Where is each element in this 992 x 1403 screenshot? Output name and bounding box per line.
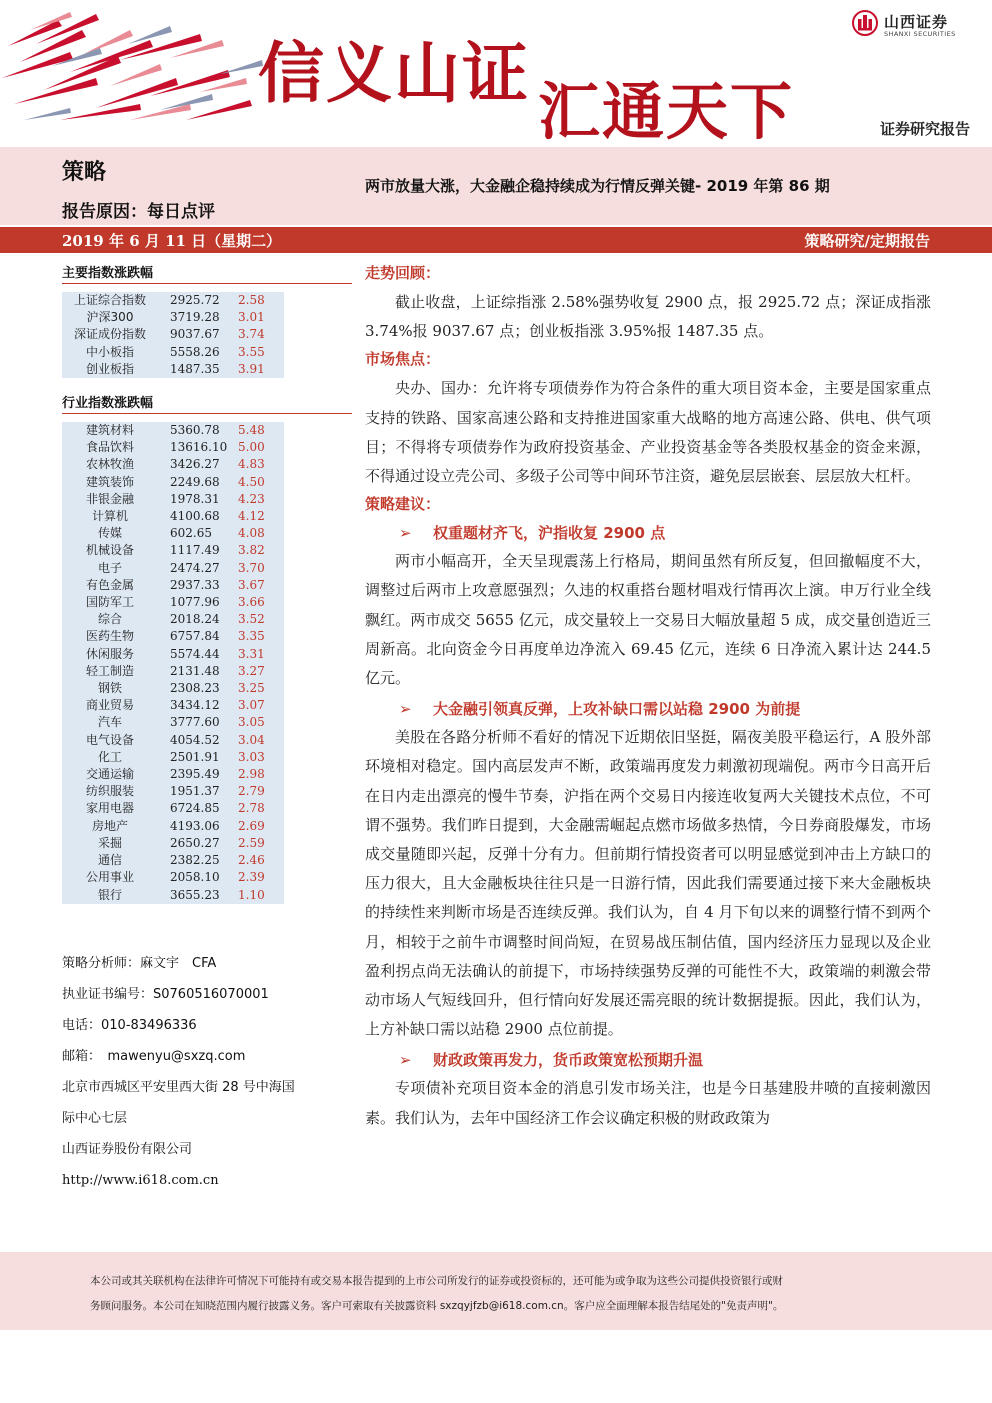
phone: 电话：010-83496336 — [62, 1017, 197, 1033]
point1-heading — [365, 519, 931, 547]
index-value: 2474.27 — [170, 560, 220, 575]
index-change: 2.78 — [238, 801, 265, 816]
table-row — [62, 628, 284, 645]
table-row — [62, 852, 284, 869]
table-row — [62, 542, 284, 559]
index-change: 3.25 — [238, 681, 265, 696]
address-line2: 际中心七层 — [62, 1110, 128, 1126]
document-type: 证券研究报告 — [879, 120, 970, 138]
index-change: 3.74 — [238, 327, 265, 342]
index-name: 计算机 — [91, 509, 128, 524]
index-name: 电子 — [97, 560, 122, 575]
table-row — [62, 560, 284, 577]
index-change: 2.58 — [238, 293, 265, 307]
index-name: 采掘 — [97, 835, 122, 850]
index-change: 3.82 — [238, 543, 265, 558]
table-row — [62, 835, 284, 852]
table-row — [62, 361, 284, 378]
index-name: 化工 — [97, 749, 122, 764]
analyst-contact — [62, 948, 352, 1196]
index-change: 4.83 — [238, 457, 265, 472]
index-change: 3.04 — [238, 732, 265, 747]
review-paragraph: 截止收盘，上证综指涨 2.58%强势收复 2900 点，报 2925.72 点；深证成指涨 3.74%报 9037.67 点；创业板指涨 3.95%报 1487.35 点。 — [365, 293, 931, 341]
index-value: 4193.06 — [170, 818, 220, 833]
index-change: 2.79 — [238, 784, 265, 799]
report-headline: 两市放量大涨，大金融企稳持续成为行情反弹关键- 2019 年第 86 期 — [365, 177, 830, 195]
index-change: 2.59 — [238, 835, 265, 850]
report-date: 2019 年 6 月 11 日（星期二） — [62, 232, 282, 250]
index-name: 综合 — [97, 612, 122, 627]
index-name: 创业板指 — [85, 361, 134, 376]
index-value: 2650.27 — [170, 835, 220, 850]
index-change: 2.46 — [238, 853, 265, 868]
company-logo — [852, 10, 982, 40]
point2-paragraph: 美股在各路分析师不看好的情况下近期依旧坚挺，隔夜美股平稳运行，A 股外部环境相对稳定。国内高层发声不断，政策端再度发力刺激初现端倪。两市今日高开后在日内走出漂亮的慢牛节奏，沪指在两个交易日内接连收复两大关键技术点位，不可谓不强势。我们昨日提到，大金融需崛起点燃市场做多热情，今日券商股爆发，市场成交量随即兴起，反弹十分有力。但前期行情投资者可以明显感觉到冲击上方缺口的压力很大，且大金融板块往往只是一日游行情，因此我们需要通过接下来大金融板块的持续性来判断市场是否连续反弹。我们认为，自 4 月下旬以来的调整行情不到两个月，相较于之前牛市调整时间尚短，在贸易战压制估值，国内经济压力显现以及企业盈利拐点尚无法确认的前提下，市场持续强势反弹的可能性不大，政策端的刺激会带动市场人气短线回升，但行情向好发展还需亮眼的统计数据提振。因此，我们认为，上方补缺口需以站稳 2900 点位前提。 — [365, 728, 931, 1039]
index-value: 6757.84 — [170, 629, 220, 644]
index-value: 3426.27 — [170, 457, 220, 472]
index-change: 3.31 — [238, 646, 265, 661]
index-change: 3.07 — [238, 698, 265, 713]
index-change: 3.55 — [238, 344, 265, 359]
index-value: 3434.12 — [170, 698, 220, 713]
index-change: 4.08 — [238, 526, 265, 541]
table-row — [62, 594, 284, 611]
table-row — [62, 766, 284, 783]
index-change: 2.69 — [238, 818, 265, 833]
index-value: 4054.52 — [170, 732, 220, 747]
table-row — [62, 680, 284, 697]
main-index-title: 主要指数涨跌幅 — [62, 262, 352, 284]
title-band — [0, 147, 992, 225]
index-name: 机械设备 — [85, 543, 134, 558]
logo-mark-icon — [852, 10, 878, 36]
index-value: 1487.35 — [170, 361, 220, 376]
website-link[interactable]: http://www.i618.com.cn — [62, 1172, 219, 1188]
index-value: 2018.24 — [170, 612, 220, 627]
index-name: 中小板指 — [85, 344, 134, 359]
table-row — [62, 714, 284, 731]
index-change: 4.23 — [238, 491, 265, 506]
point3-title: 财政政策再发力，货币政策宽松预期升温 — [433, 1051, 704, 1070]
index-name: 农林牧渔 — [85, 457, 134, 472]
index-name: 商业贸易 — [85, 698, 134, 713]
table-row — [62, 697, 284, 714]
table-row — [62, 508, 284, 525]
industry-index-table — [62, 422, 284, 904]
license-number: 执业证书编号：S0760516070001 — [62, 986, 269, 1002]
report-body — [365, 262, 931, 1135]
table-row — [62, 456, 284, 473]
index-change: 3.27 — [238, 663, 265, 678]
table-row — [62, 818, 284, 835]
index-change: 2.98 — [238, 767, 265, 782]
table-row — [62, 326, 284, 343]
index-change: 3.66 — [238, 595, 265, 610]
sidebar — [62, 262, 352, 1196]
index-name: 房地产 — [91, 818, 128, 833]
index-value: 602.65 — [170, 526, 212, 541]
index-change: 3.52 — [238, 612, 265, 627]
disclaimer-footer — [0, 1252, 992, 1330]
focus-paragraph: 央办、国办：允许将专项债券作为符合条件的重大项目资本金，主要是国家重点支持的铁路、国家高速公路和支持推进国家重大战略的地方高速公路、供电、供气项目；不得将专项债券作为政府投资基金、产业投资基金等各类股权基金的资金来源，不得通过设立壳公司、多级子公司等中间环节注资，避免层层嵌套、层层放大杠杆。 — [365, 379, 931, 486]
point1-paragraph: 两市小幅高开，全天呈现震荡上行格局，期间虽然有所反复，但回撤幅度不大，调整过后两市上攻意愿强烈；久违的权重搭台题材唱戏行情再次上演。申万行业全线飘红。两市成交 5655 亿元，成交量较上一交易日大幅放量超 5 成，成交量创造近三周新高。北向资金今日再度单边净流入 69.45 亿元，连续 6 日净流入累计达 244.5 亿元。 — [365, 552, 931, 688]
index-name: 汽车 — [97, 715, 122, 730]
point1-title: 权重题材齐飞，沪指收复 2900 点 — [433, 524, 666, 543]
index-name: 国防军工 — [85, 595, 134, 610]
index-value: 3719.28 — [170, 310, 220, 325]
address-line1: 北京市西城区平安里西大街 28 号中海国 — [62, 1079, 295, 1095]
index-value: 2249.68 — [170, 474, 220, 489]
index-name: 银行 — [97, 887, 122, 902]
index-name: 休闲服务 — [85, 646, 134, 661]
advice-heading: 策略建议： — [365, 495, 441, 514]
index-name: 医药生物 — [85, 629, 134, 644]
index-change: 5.00 — [238, 440, 265, 455]
index-name: 家用电器 — [85, 801, 134, 816]
index-change: 4.50 — [238, 474, 265, 489]
review-heading: 走势回顾： — [365, 264, 441, 282]
index-change: 2.39 — [238, 870, 265, 885]
index-name: 非银金融 — [85, 491, 134, 506]
index-name: 钢铁 — [97, 681, 122, 696]
table-row — [62, 422, 284, 439]
index-name: 建筑材料 — [85, 423, 134, 438]
email: 邮箱： mawenyu@sxzq.com — [62, 1048, 246, 1064]
table-row — [62, 783, 284, 800]
index-name: 沪深300 — [86, 310, 134, 325]
index-value: 6724.85 — [170, 801, 220, 816]
index-name: 公用事业 — [85, 870, 134, 885]
date-bar — [0, 227, 992, 253]
index-value: 1077.96 — [170, 595, 220, 610]
table-row — [62, 869, 284, 886]
table-row — [62, 309, 284, 326]
index-value: 2308.23 — [170, 681, 220, 696]
index-change: 5.48 — [238, 423, 265, 438]
main-index-table — [62, 292, 284, 378]
table-row — [62, 525, 284, 542]
index-change: 3.67 — [238, 577, 265, 592]
table-row — [62, 800, 284, 817]
point2-title: 大金融引领真反弹，上攻补缺口需以站稳 2900 为前提 — [433, 700, 801, 719]
index-value: 5574.44 — [170, 646, 220, 661]
table-row — [62, 292, 284, 309]
index-value: 1117.49 — [170, 543, 220, 558]
index-name: 电气设备 — [85, 732, 134, 747]
index-value: 2395.49 — [170, 767, 220, 782]
focus-heading: 市场焦点： — [365, 350, 441, 369]
index-name: 食品饮料 — [85, 440, 134, 455]
table-row — [62, 611, 284, 628]
index-value: 9037.67 — [170, 327, 220, 342]
table-row — [62, 577, 284, 594]
index-change: 1.10 — [238, 887, 265, 902]
report-banner — [0, 0, 992, 145]
slogan-part2: 汇通天下 — [538, 75, 795, 145]
index-change: 3.03 — [238, 749, 265, 764]
industry-index-title: 行业指数涨跌幅 — [62, 392, 352, 414]
table-row — [62, 732, 284, 749]
table-row — [62, 749, 284, 766]
disclaimer-line2: 务顾问服务。本公司在知晓范围内履行披露义务。客户可索取有关披露资料 sxzqyjfzb@i618.com.cn。客户应全面理解本报告结尾处的"免责声明"。 — [90, 1300, 784, 1312]
table-row — [62, 491, 284, 508]
index-name: 传媒 — [97, 526, 122, 541]
index-name: 轻工制造 — [85, 663, 134, 678]
disclaimer-line1: 本公司或其关联机构在法律许可情况下可能持有或交易本报告提到的上市公司所发行的证券或投资标的，还可能为或争取为这些公司提供投资银行或财 — [90, 1275, 783, 1287]
slogan-part1: 信义山证 — [258, 34, 530, 112]
table-row — [62, 344, 284, 361]
bullet-arrow-icon: ➢ — [399, 524, 412, 543]
point3-paragraph: 专项债补充项目资本金的消息引发市场关注，也是今日基建股井喷的直接刺激因素。我们认为，去年中国经济工作会议确定积极的财政政策为 — [365, 1079, 931, 1127]
index-name: 通信 — [97, 853, 122, 868]
report-reason: 报告原因：每日点评 — [62, 202, 215, 222]
logo-name: 山西证券 — [884, 13, 949, 31]
index-value: 2382.25 — [170, 853, 220, 868]
index-name: 纺织服装 — [85, 784, 134, 799]
bullet-arrow-icon: ➢ — [399, 700, 412, 719]
table-row — [62, 887, 284, 904]
index-change: 4.12 — [238, 509, 265, 524]
index-value: 13616.10 — [170, 440, 228, 455]
index-value: 3777.60 — [170, 715, 220, 730]
index-value: 2131.48 — [170, 663, 220, 678]
index-value: 4100.68 — [170, 509, 220, 524]
index-name: 上证综合指数 — [73, 293, 146, 307]
index-value: 2925.72 — [170, 293, 220, 307]
index-name: 深证成份指数 — [73, 327, 146, 342]
index-value: 2937.33 — [170, 577, 220, 592]
analyst-name: 策略分析师：麻文宇 CFA — [62, 955, 217, 971]
index-value: 2058.10 — [170, 870, 220, 885]
index-value: 2501.91 — [170, 749, 220, 764]
index-change: 3.35 — [238, 629, 265, 644]
index-change: 3.91 — [238, 361, 265, 376]
table-row — [62, 646, 284, 663]
index-change: 3.05 — [238, 715, 265, 730]
point3-heading — [365, 1046, 931, 1074]
index-value: 3655.23 — [170, 887, 220, 902]
table-row — [62, 663, 284, 680]
index-change: 3.70 — [238, 560, 265, 575]
table-row — [62, 474, 284, 491]
report-category: 策略 — [62, 160, 107, 185]
bullet-arrow-icon: ➢ — [399, 1051, 412, 1070]
index-value: 5360.78 — [170, 423, 220, 438]
index-change: 3.01 — [238, 310, 265, 325]
report-kind: 策略研究/定期报告 — [804, 232, 930, 250]
company-name: 山西证券股份有限公司 — [62, 1141, 193, 1157]
index-name: 交通运输 — [85, 767, 134, 782]
point2-heading — [365, 695, 931, 723]
logo-name-en: SHANXI SECURITIES — [884, 30, 956, 38]
index-value: 5558.26 — [170, 344, 220, 359]
index-name: 建筑装饰 — [85, 474, 134, 489]
table-row — [62, 439, 284, 456]
index-value: 1978.31 — [170, 491, 220, 506]
index-value: 1951.37 — [170, 784, 220, 799]
index-name: 有色金属 — [85, 577, 134, 592]
